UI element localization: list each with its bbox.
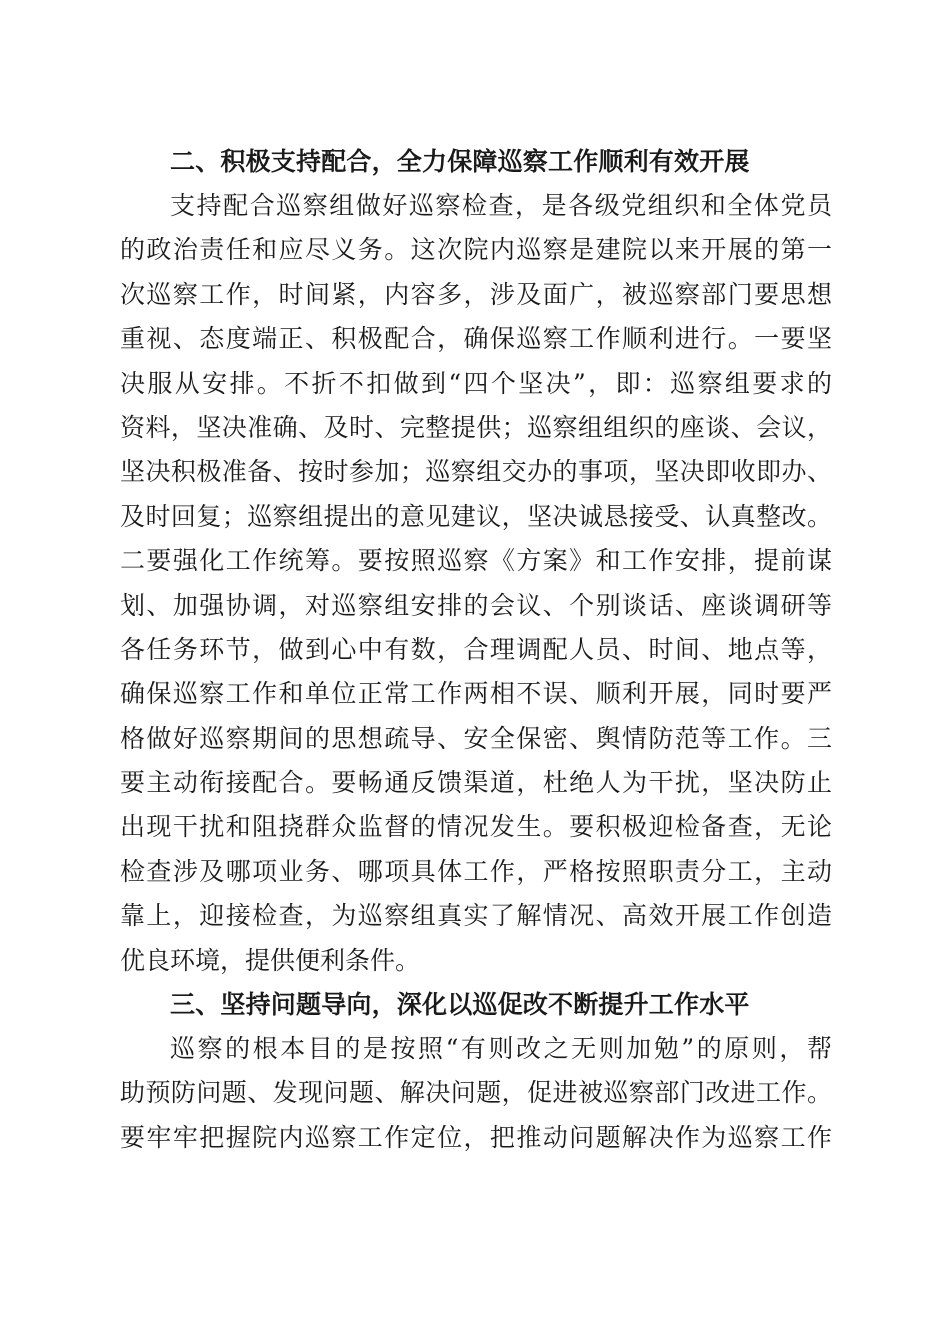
text-line: 次巡察工作，时间紧，内容多，涉及面广，被巡察部门要思想 [120,279,832,309]
text-line: 确保巡察工作和单位正常工作两相不误、顺利开展，同时要严 [120,679,832,709]
text-line: 二要强化工作统筹。要按照巡察《方案》和工作安排，提前谋 [120,546,832,576]
text-line: 助预防问题、发现问题、解决问题，促进被巡察部门改进工作。 [120,1078,832,1108]
text-line: 资料，坚决准确、及时、完整提供；巡察组组织的座谈、会议， [120,412,832,442]
text-line: 要主动衔接配合。要畅通反馈渠道，杜绝人为干扰，坚决防止 [120,768,832,798]
text-line: 重视、态度端正、积极配合，确保巡察工作顺利进行。一要坚 [120,324,832,354]
section-heading-3: 三、坚持问题导向，深化以巡促改不断提升工作水平 [170,990,750,1020]
text-line: 巡察的根本目的是按照“有则改之无则加勉”的原则，帮 [170,1034,832,1064]
text-line: 决服从安排。不折不扣做到“四个坚决”，即：巡察组要求的 [120,368,832,398]
section-heading-2: 二、积极支持配合，全力保障巡察工作顺利有效开展 [170,147,750,176]
text-line: 格做好巡察期间的思想疏导、安全保密、舆情防范等工作。三 [120,723,832,753]
text-line: 各任务环节，做到心中有数，合理调配人员、时间、地点等， [120,634,832,664]
text-line: 要牢牢把握院内巡察工作定位，把推动问题解决作为巡察工作 [120,1122,832,1152]
text-line: 划、加强协调，对巡察组安排的会议、个别谈话、座谈调研等 [120,590,832,620]
text-line: 出现干扰和阻挠群众监督的情况发生。要积极迎检备查，无论 [120,812,832,842]
paragraph-section-2 [120,184,832,983]
text-line: 靠上，迎接检查，为巡察组真实了解情况、高效开展工作创造 [120,901,832,931]
text-line: 的政治责任和应尽义务。这次院内巡察是建院以来开展的第一 [120,235,832,265]
document-body [120,140,832,1160]
text-line: 支持配合巡察组做好巡察检查，是各级党组织和全体党员 [170,191,832,220]
text-line: 坚决积极准备、按时参加；巡察组交办的事项，坚决即收即办、 [120,457,832,487]
paragraph-section-3 [120,1027,832,1160]
text-line: 及时回复；巡察组提出的意见建议，坚决诚恳接受、认真整改。 [120,501,832,531]
text-line: 检查涉及哪项业务、哪项具体工作，严格按照职责分工，主动 [120,856,832,886]
text-line: 优良环境，提供便利条件。 [120,945,421,975]
